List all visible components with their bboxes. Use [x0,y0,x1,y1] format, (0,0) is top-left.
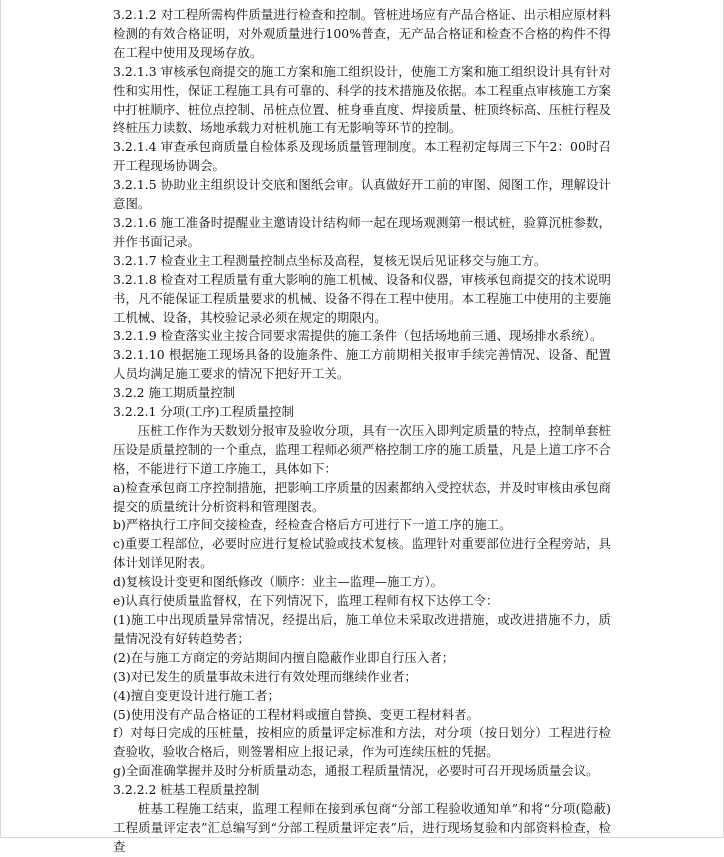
paragraph-intro: 压桩工作作为天数划分报审及验收分项，具有一次压入即判定质量的特点，控制单套桩压设是质量控制的一个重点，监理工程师必须严格控制工序的施工质量，凡是上道工序不合格，不能进行下道工序施工，具体如下： [113,422,611,476]
paragraph-3-2-1-10: 3.2.1.10 根据施工现场具备的设施条件、施工方前期相关报审手续完善情况、设备、配置人员均满足施工要求的情况下把好开工关。 [113,347,611,382]
sub-item-2: (2)在与施工方商定的旁站期间内擅自隐蔽作业即自行压入者； [113,649,455,665]
sub-item-1: (1)施工中出现质量异常情况，经提出后，施工单位未采取改进措施，或改进措施不力，质量情况没有好转趋势者； [113,612,611,646]
list-item-f: f）对每日完成的压桩量，按相应的质量评定标准和方法，对分项（按日划分）工程进行检查验收，验收合格后，则签署相应上报记录，作为可连续压桩的凭据。 [113,725,611,760]
paragraph-3-2-1-3: 3.2.1.3 审核承包商提交的施工方案和施工组织设计，使施工方案和施工组织设计具有针对性和实用性，保证工程施工具有可靠的、科学的技术措施及依据。本工程重点审核施工方案中打桩顺序、桩位点控制、吊桩点位置、桩身垂直度、焊接质量、桩顶终标高、压桩行程及终桩压力读数、场地承载力对桩机施工有无影响等环节的控制。 [113,63,611,136]
paragraph-pile-foundation: 桩基工程施工结束，监理工程师在接到承包商“分部工程验收通知单”和将“分项(隐蔽)工程质量评定表”汇总编写到“分部工程质量评定表”后，进行现场复验和内部资料检查，检查 [113,801,611,854]
paragraph-3-2-1-8: 3.2.1.8 检查对工程质量有重大影响的施工机械、设备和仪器，审核承包商提交的技术说明书，凡不能保证工程质量要求的机械、设备不得在工程中使用。本工程施工中使用的主要施工机械、设备，其校验记录必须在规定的期限内。 [113,271,611,325]
paragraph-3-2-1-9: 3.2.1.9 检查落实业主按合同要求需提供的施工条件（包括场地前三通、现场排水系统）。 [113,328,603,344]
paragraph-3-2-1-6: 3.2.1.6 施工准备时提醒业主邀请设计结构师一起在现场观测第一根试桩，验算沉桩参数，并作书面记录。 [113,214,611,249]
paragraph-3-2-1-7: 3.2.1.7 检查业主工程测量控制点坐标及高程，复核无误后见证移交与施工方。 [113,252,547,268]
sub-item-5: (5)使用没有产品合格证的工程材料或擅自替换、变更工程材料者。 [113,706,480,722]
list-item-b: b)严格执行工序间交接检查，经检查合格后方可进行下一道工序的施工。 [113,517,512,533]
section-heading-3-2-2-2: 3.2.2.2 桩基工程质量控制 [113,782,260,798]
list-item-c: c)重要工程部位，必要时应进行复检试验或技术复核。监理针对重要部位进行全程旁站，具体计划详见附表。 [113,536,611,571]
list-item-d: d)复核设计变更和图纸修改（顺序：业主—监理—施工方）。 [113,574,444,590]
list-item-a: a)检查承包商工序控制措施，把影响工序质量的因素都纳入受控状态，并及时审核由承包商提交的质量统计分析资料和管理图表。 [113,479,611,514]
list-item-g: g)全面准确掌握并及时分析质量动态，通报工程质量情况，必要时可召开现场质量会议。 [113,763,599,779]
sub-item-3: (3)对已发生的质量事故未进行有效处理而继续作业者； [113,668,417,684]
section-heading-3-2-2: 3.2.2 施工期质量控制 [113,385,236,401]
paragraph-3-2-1-5: 3.2.1.5 协助业主组织设计交底和图纸会审。认真做好开工前的审图、阅图工作，理解设计意图。 [113,177,611,212]
paragraph-3-2-1-4: 3.2.1.4 审查承包商质量自检体系及现场质量管理制度。本工程初定每周三下午2：00时召开工程现场协调会。 [113,139,611,174]
paragraph-3-2-1-2: 3.2.1.2 对工程所需构件质量进行检查和控制。管桩进场应有产品合格证、出示相应原材料检测的有效合格证明，对外观质量进行100%普查，无产品合格证和检查不合格的构件不得在工程中使用及现场存放。 [113,7,611,60]
list-item-e: e)认真行使质量监督权，在下列情况下，监理工程师有权下达停工令： [113,593,499,609]
sub-item-4: (4)擅自变更设计进行施工者； [113,687,280,703]
section-heading-3-2-2-1: 3.2.2.1 分项(工序)工程质量控制 [113,404,294,420]
